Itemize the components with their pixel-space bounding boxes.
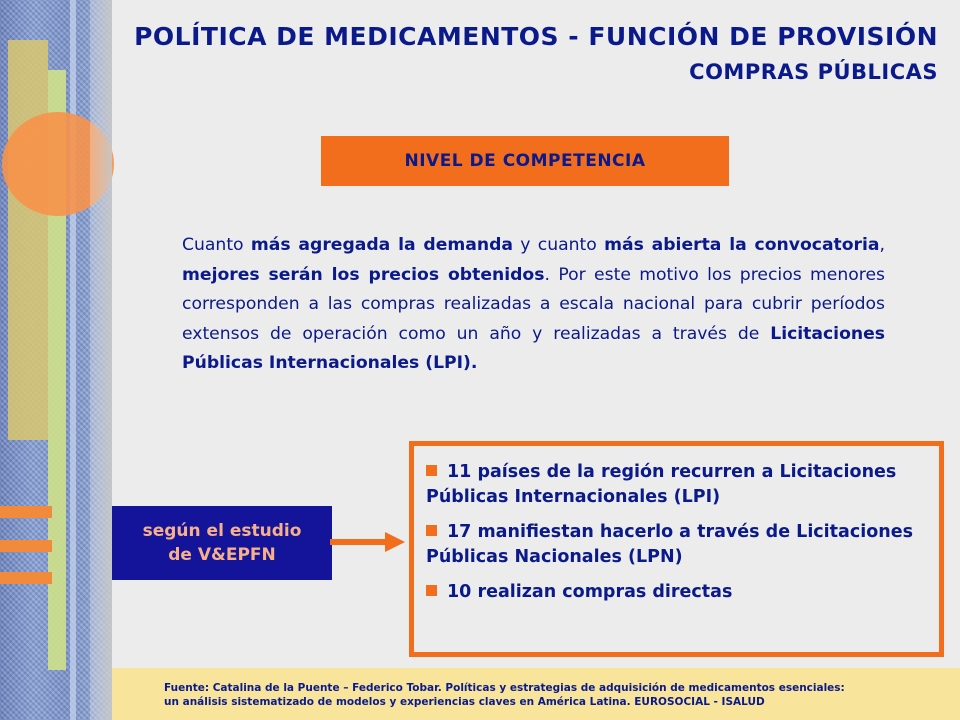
decorative-orange-stripe bbox=[0, 540, 52, 552]
paragraph-emphasis: mejores serán los precios obtenidos bbox=[182, 264, 545, 285]
finding-text: 11 países de la región recurren a Licitaciones Públicas Internacionales (LPI) bbox=[426, 462, 897, 507]
paragraph-emphasis: Licitaciones Públicas Internacionales (LPI). bbox=[182, 323, 885, 373]
finding-text: 17 manifiestan hacerlo a través de Licitaciones Públicas Nacionales (LPN) bbox=[426, 522, 913, 567]
decorative-orange-stripe bbox=[0, 572, 52, 584]
paragraph-text: y cuanto bbox=[513, 235, 605, 255]
study-line-2: de V&EPFN bbox=[168, 545, 276, 565]
competence-level-label: NIVEL DE COMPETENCIA bbox=[404, 151, 646, 171]
slide-subtitle: COMPRAS PÚBLICAS bbox=[689, 60, 938, 84]
paragraph-text: . Por este motivo los precios menores corresponden a las compras realizadas a escala nacional para cubrir períodos extensos de operación como un año y realizadas a través de bbox=[182, 264, 886, 344]
paragraph-emphasis: más agregada la demanda bbox=[250, 235, 513, 255]
footer-line-2: un análisis sistematizado de modelos y experiencias claves en América Latina. EUROSOCIAL - ISALUD bbox=[164, 696, 765, 708]
footer-line-1: Fuente: Catalina de la Puente – Federico Tobar. Políticas y estrategias de adquisición de medicamentos esenciales: bbox=[164, 682, 845, 694]
paragraph-emphasis: más abierta la convocatoria bbox=[604, 235, 880, 255]
square-bullet-icon bbox=[426, 465, 437, 476]
finding-item bbox=[426, 460, 939, 510]
study-source-box bbox=[112, 506, 332, 580]
square-bullet-icon bbox=[426, 525, 437, 536]
square-bullet-icon bbox=[426, 585, 437, 596]
source-footer bbox=[112, 668, 960, 720]
findings-box bbox=[409, 441, 944, 657]
study-line-1: según el estudio bbox=[142, 521, 302, 541]
arrow-shaft bbox=[330, 539, 390, 545]
decorative-yellow-bar bbox=[8, 40, 48, 440]
arrow-right-icon bbox=[385, 532, 405, 552]
paragraph-text: Cuanto bbox=[182, 235, 251, 255]
decorative-band-shade bbox=[90, 0, 112, 720]
paragraph-text: , bbox=[879, 235, 885, 255]
decorative-orange-stripe bbox=[0, 506, 52, 518]
competence-level-box bbox=[321, 136, 729, 186]
main-paragraph bbox=[182, 231, 885, 379]
finding-text: 10 realizan compras directas bbox=[447, 582, 733, 602]
finding-item bbox=[426, 580, 939, 605]
decorative-left-band bbox=[0, 0, 112, 720]
finding-item bbox=[426, 520, 939, 570]
decorative-thin-bar bbox=[70, 0, 76, 720]
slide-title: POLÍTICA DE MEDICAMENTOS - FUNCIÓN DE PROVISIÓN bbox=[134, 22, 938, 51]
